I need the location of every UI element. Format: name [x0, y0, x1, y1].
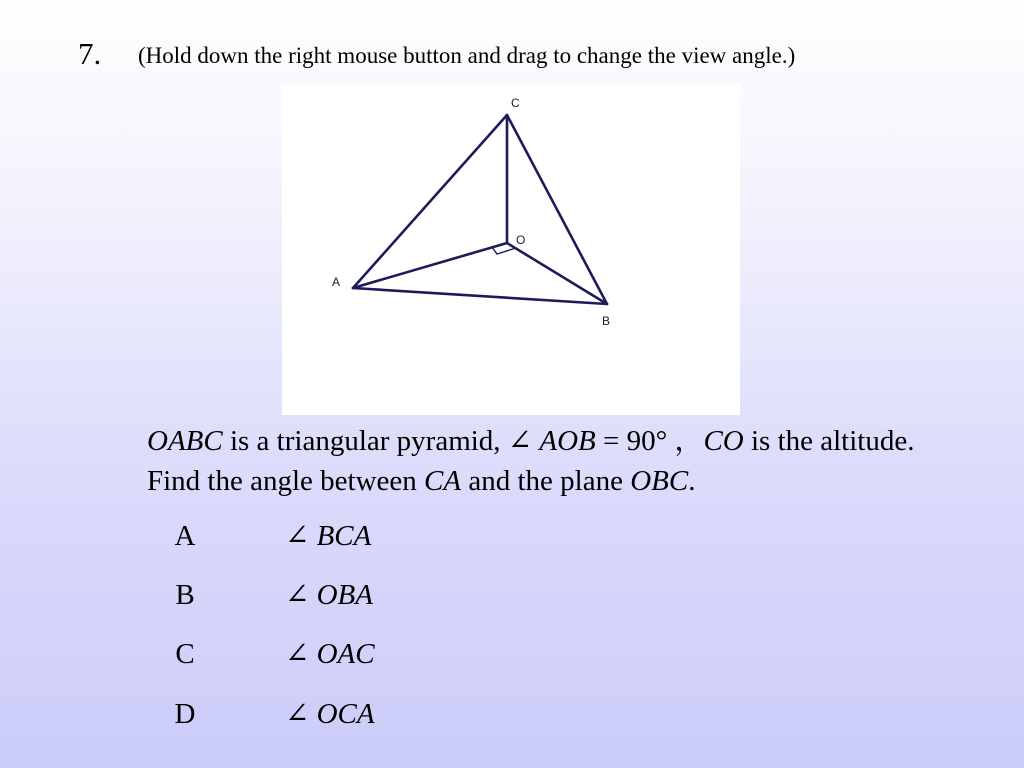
choice-d[interactable] [170, 694, 430, 734]
problem-text: OABC [147, 425, 223, 457]
choice-letter: B [175, 579, 195, 611]
choice-answer-text: OAC [316, 638, 375, 670]
choice-answer [285, 634, 375, 674]
view-instruction: (Hold down the right mouse button and drag to change the view angle.) [138, 43, 796, 68]
angle-symbol: ∠ [285, 520, 317, 552]
choice-answer-text: OCA [316, 698, 375, 730]
angle-symbol: ∠ [285, 638, 317, 670]
problem-text: AOB [539, 425, 596, 457]
choice-a[interactable] [170, 516, 430, 556]
choice-c[interactable] [170, 634, 430, 674]
problem-statement [147, 421, 967, 501]
vertex-label-o: O [516, 233, 526, 247]
edge-cb [507, 115, 607, 304]
question-number: 7. [78, 36, 102, 71]
vertex-label-b: B [602, 314, 611, 328]
problem-text: CA [424, 465, 462, 497]
choice-answer [285, 516, 371, 556]
problem-text: is a triangular pyramid, ∠ [222, 425, 540, 457]
problem-text: OBC [630, 465, 689, 497]
pyramid-3d-viewer[interactable] [282, 85, 740, 415]
choice-letter: C [175, 638, 195, 670]
edge-ab [353, 288, 607, 304]
problem-text: is the altitude. Find the angle between [147, 425, 915, 497]
edge-oa [353, 243, 507, 288]
choice-answer-text: OBA [316, 579, 373, 611]
right-angle-mark [492, 247, 516, 254]
edge-ca [353, 115, 507, 288]
problem-text: and the plane [461, 465, 631, 497]
choice-b[interactable] [170, 575, 430, 615]
angle-symbol: ∠ [285, 579, 317, 611]
problem-text: = 90° ， [595, 425, 704, 457]
pyramid-figure[interactable] [282, 85, 740, 415]
problem-text: CO [703, 425, 744, 457]
problem-text: . [688, 465, 696, 497]
choice-answer-text: BCA [316, 520, 372, 552]
choice-answer [285, 694, 375, 734]
choice-letter: A [174, 520, 196, 552]
vertex-label-a: A [332, 275, 341, 289]
angle-symbol: ∠ [285, 698, 317, 730]
choice-letter: D [174, 698, 196, 730]
vertex-label-c: C [511, 96, 520, 110]
choice-answer [285, 575, 373, 615]
